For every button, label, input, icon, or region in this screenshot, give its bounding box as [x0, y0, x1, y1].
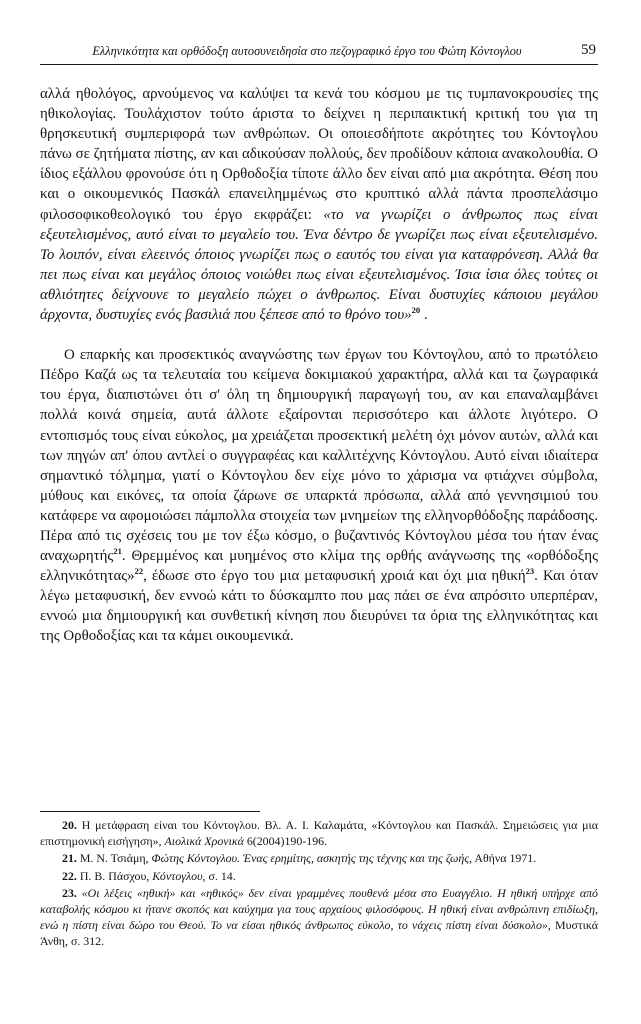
footnote-text: , Αθήνα 1971.	[469, 851, 537, 866]
footnote-21	[40, 850, 598, 866]
paragraph-1-text: αλλά ηθολόγος, αρνούμενος να καλύψει τα κενά του κόσμου με τις τυμπανοκρουσίες της ηθικολογίας. Τουλάχιστον τούτο άριστα το δείχνει η περιπαικτική κριτική του για τη θρησκευτική συμπεριφορά των ανθρώπων. Οι οποιεσδήποτε ακρότητες του Κόντογλου πάνω σε ζητήματα πίστης, αν και αδικούσαν πολλούς, δεν προδίδουν κάποια ανακολουθία. Ο ίδιος εξάλλου φρονούσε ότι η Ορθοδοξία τίποτε άλλο δεν είναι από μια ακρότητα. Θέση που και ο οικουμενικός Πασκάλ επανειλημμένως στο κρυπτικό αλλά πάντα προσπελάσιμο φιλοσοφικοθεολογικό του έργο εκφράζει:	[40, 86, 598, 223]
footnote-text: Η μετάφραση είναι του Κόντογλου. Βλ. Α. Ι. Καλαμάτα, «Κόντογλου και Πασκάλ. Σημειώσεις για μια επιστημονική εισήγηση»,	[40, 818, 598, 849]
footnote-ref-23: 23	[525, 566, 535, 577]
footnote-number: 20.	[62, 818, 77, 832]
footnote-22	[40, 868, 598, 884]
main-text	[40, 84, 598, 647]
footnote-divider	[40, 811, 260, 812]
footnote-italic: Φώτης Κόντογλου. Ένας ερημίτης, ασκητής της τέχνης και της ζωής	[151, 851, 470, 866]
page-number: 59	[581, 42, 596, 58]
paragraph-2	[40, 345, 598, 646]
paragraph-2-part-b: . Θρεμμένος και μυημένος στο κλίμα της ορθής ανάγνωσης της «ορθόδοξης ελληνικότητας»	[40, 548, 598, 585]
footnote-number: 22.	[62, 868, 77, 883]
paragraph-2-part-d: . Και όταν λέγω μεταφυσική, δεν εννοώ κάτι το δύσκαμπτο που μας πάει σε ένα απρόσιτο υπερπέραν, εννοώ μια δημιουργική και συνθετική κίνηση που διευρύνει τα όρια της ελληνικότητας και της Ορθοδοξίας και τα κάμει οικουμενικά.	[40, 568, 599, 645]
footnote-ref-22: 22	[134, 566, 144, 577]
footnote-number: 21.	[62, 851, 77, 866]
footnote-text: 6(2004)190-196.	[243, 834, 328, 849]
paragraph-1	[40, 84, 598, 325]
footnote-text: , σ. 14.	[202, 868, 236, 883]
footnote-italic: Αιολικά Χρονικά	[164, 834, 244, 849]
footnote-number: 23.	[62, 885, 77, 900]
footnote-text: Μ. Ν. Τσιάμη,	[76, 851, 152, 866]
paragraph-2-part-a: Ο επαρκής και προσεκτικός αναγνώστης των έργων του Κόντογλου, από το πρωτόλειο Πέδρο Καζά ως τα τελευταία του κείμενα δοκιμιακού χαρακτήρα, αλλά και τα ζωγραφικά του έργα, διαπιστώνει ότι σ' όλη τη δημιουργική παραγωγή του, αν και επαναλαμβάνει πολλά κοινά σημεία, αυτά άλλοτε εξαίρονται περισσότερο και άλλοτε λιγότερο. Ο εντοπισμός τους είναι εύκολος, μα χρειάζεται προσεκτική μελέτη όχι μόνον αυτών, αλλά και των πηγών απ' όπου αντλεί ο συγγραφέας και καλλιτέχνης Κόντογλου. Αυτό είναι ιδιαίτερα σημαντικό τόλμημα, γιατί ο Κόντογλου δεν είχε μόνο το χάρισμα να φτιάχνει σύμβολα, μύθους και εικόνες, τα οποία ζάρωνε σε υπαρκτά πρόσωπα, αλλά από γεννησιμιού του κατάφερε να αφομοιώσει πάμπολλα στοιχεία των μνημείων της ελληνορθόδοξης παράδοσης. Πέρα από τις σχέσεις του με τον έξω κόσμο, ο βυζαντινός Κόντογλου μέσα του ήταν ένας αναχωρητής	[40, 347, 598, 565]
footnote-23	[40, 885, 598, 950]
footnote-text: , Μυστικά Άνθη, σ. 312.	[40, 918, 598, 949]
footnote-italic: Κόντογλου	[152, 868, 203, 883]
footnote-italic: «Οι λέξεις «ηθική» και «ηθικός» δεν είναι γραμμένες πουθενά μέσα στο Ευαγγέλιο. Η ηθική υπήρχε από καταβολής κόσμου κι ήτανε σκοπός και καύχημα για τους αρχαίους φιλοσόφους. Η ηθική είναι ανθρώπινη επιδίωξη, ενώ η πίστη είναι δώρο του Θεού. Το να είσαι ηθικός άνθρωπος εύκολο, το νάχεις πίστη είναι δύσκολο»	[40, 885, 598, 933]
running-header	[40, 38, 598, 65]
footnotes	[40, 817, 598, 951]
paragraph-1-end: .	[420, 307, 428, 324]
footnote-20	[40, 817, 598, 849]
footnote-ref-20: 20	[411, 305, 421, 316]
paragraph-2-part-c: , έδωσε στο έργο του μια μεταφυσική χροιά και όχι μια ηθική	[143, 568, 526, 585]
footnote-text: Π. Β. Πάσχου,	[76, 868, 153, 883]
footnote-ref-21: 21	[113, 546, 122, 557]
running-title: Ελληνικότητα και ορθόδοξη αυτοσυνειδησία στο πεζογραφικό έργο του Φώτη Κόντογλου	[92, 44, 522, 58]
pascal-quote: «το να γνωρίζει ο άνθρωπος πως είναι εξευτελισμένος, αυτό είναι το μεγαλείο του. Ένα δέντρο δε γνωρίζει πως είναι εξευτελισμένο. Το λοιπόν, είναι ελεεινός όποιος γνωρίζει πως ο εαυτός του είναι για καταφρόνεση. Αλλά θα πει πως είναι και μεγάλος όποιος νοιώθει πως είναι εξευτελισμένος. Ίσια ίσια όλες τούτες οι αθλιότητες δείχνουνε το μεγαλείο πώχει ο άνθρωπος. Είναι δυστυχίες κάποιου μεγάλου άρχοντα, δυστυχίες ενός βασιλιά που ξέπεσε από το θρόνο του»	[40, 206, 598, 324]
